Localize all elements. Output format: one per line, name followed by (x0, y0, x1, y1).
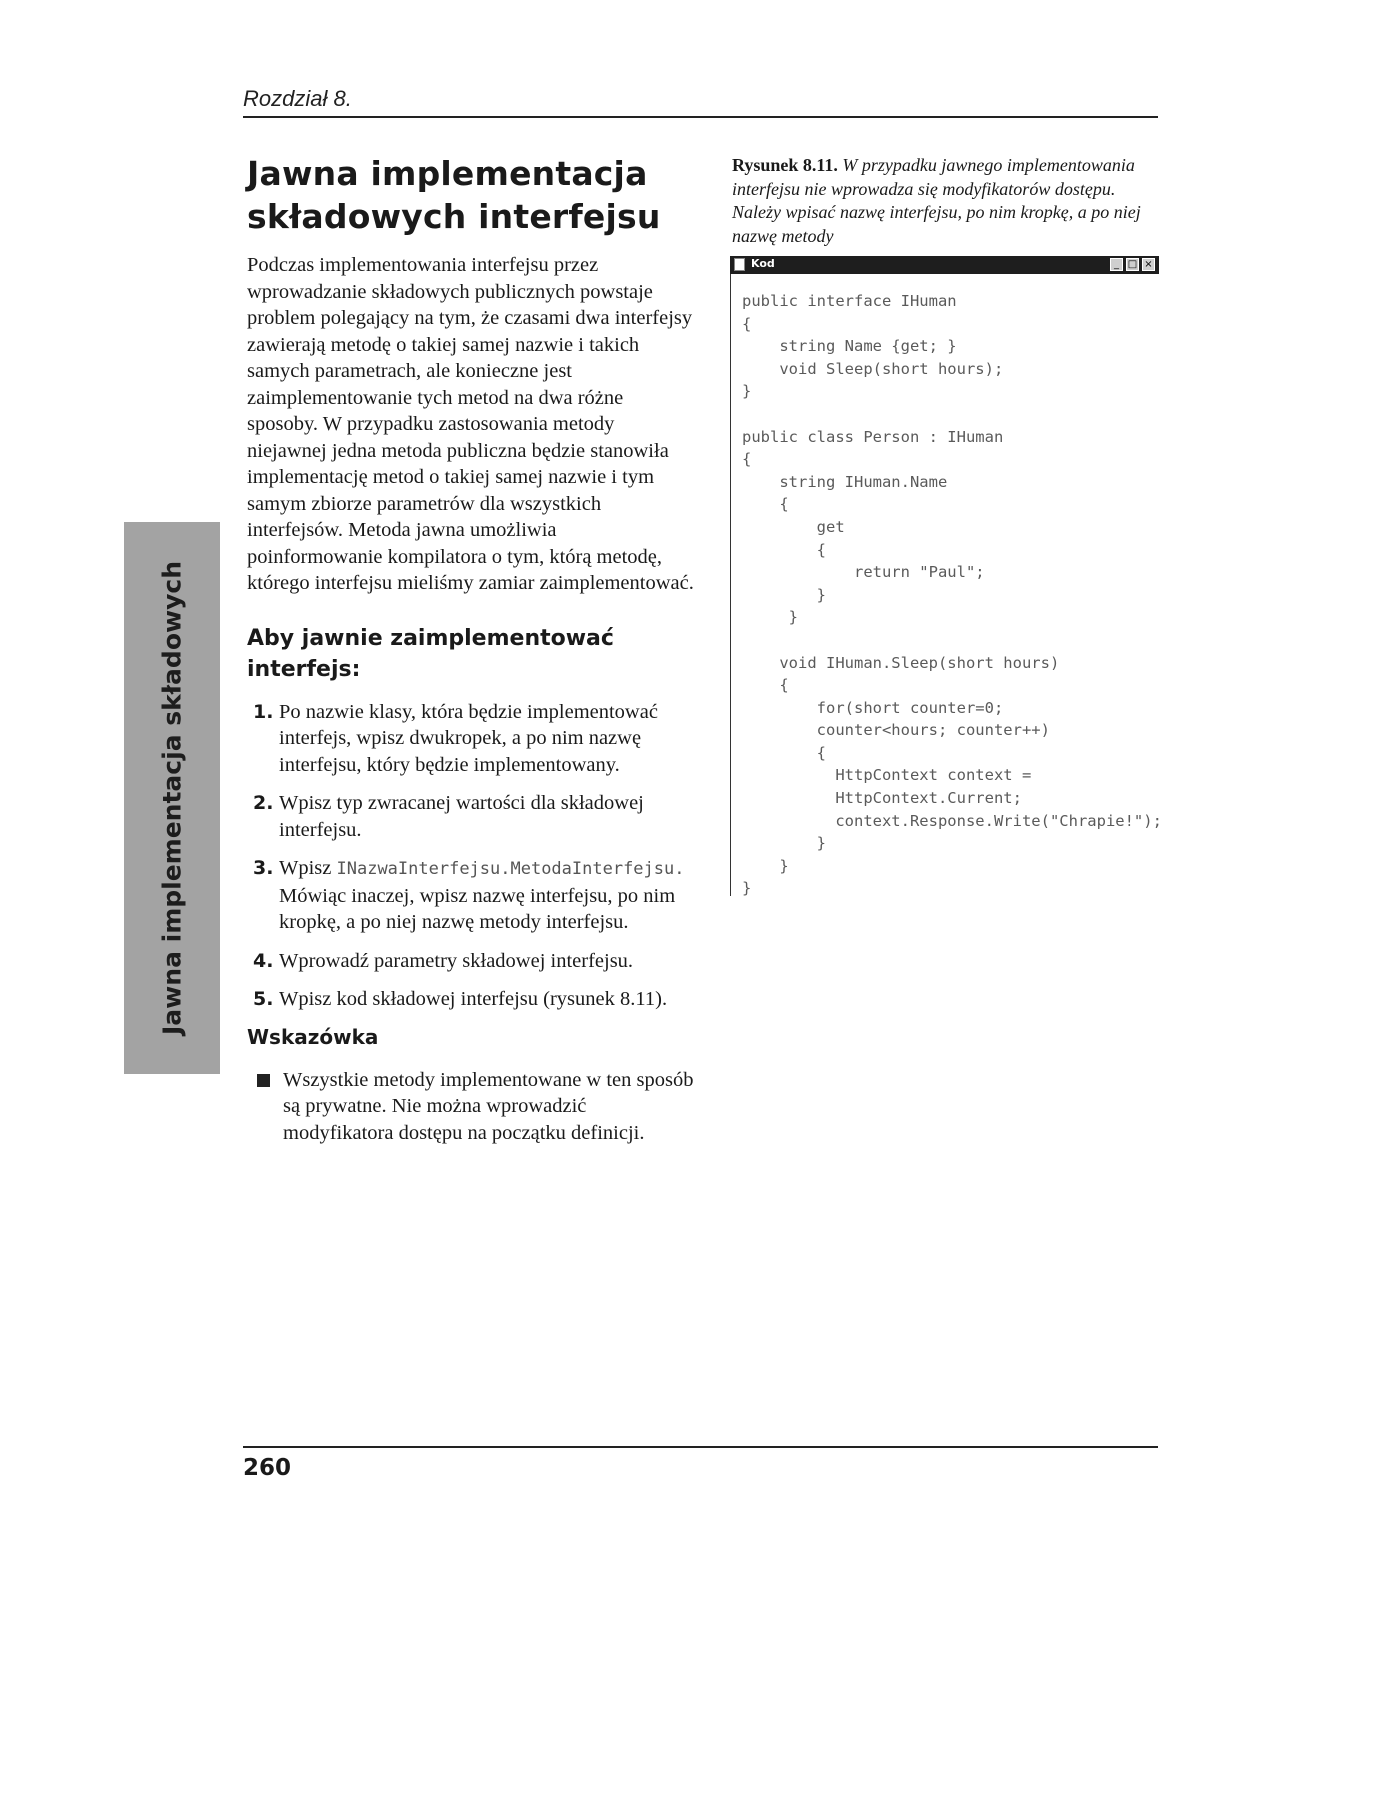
square-bullet-icon (257, 1074, 270, 1087)
window-border (730, 274, 731, 896)
step-number: 1. (253, 700, 274, 723)
procedure-heading-line-1: Aby jawnie zaimplementować (247, 625, 614, 651)
section-title (247, 152, 697, 238)
page-number: 260 (243, 1455, 292, 1481)
footer-rule (243, 1446, 1158, 1448)
minimize-button[interactable]: _ (1110, 258, 1123, 271)
step-number: 5. (253, 988, 274, 1010)
figure-caption-text: W przypadku jawnego implementowania interfejsu nie wprowadza się modyfikatorów dostępu. Należy wpisać nazwę interfejsu, po nim kropkę, a po niej nazwę metody (732, 155, 1141, 246)
step-text: Wpisz typ zwracanej wartości dla składowej interfejsu. (279, 792, 644, 841)
tip-heading: Wskazówka (247, 1024, 379, 1049)
figure-label: Rysunek 8.11. (732, 155, 838, 175)
section-title-line-2: składowych interfejsu (247, 197, 661, 236)
step-text (279, 855, 697, 936)
step-text: Po nazwie klasy, która będzie implementować interfejs, wpisz dwukropek, a po nim nazwę interfejsu, który będzie implementowany. (279, 700, 658, 776)
maximize-button[interactable]: □ (1127, 259, 1138, 270)
intro-paragraph: Podczas implementowania interfejsu przez wprowadzanie składowych publicznych powstaje problem polegający na tym, że czasami dwa interfejsy zawierają metodę o takiej samej nazwie i takich samych parametrach, ale konieczne jest zaimplementowanie tych metod na dwa różne sposoby. W przypadku zastosowania metody niejawnej jedna metoda publiczna będzie stanowiła implementację metod o takiej samej nazwie i tym samym zbiorze parametrów dla wszystkich interfejsów. Metoda jawna umożliwia poinformowanie kompilatora o tym, którą metodę, którego interfejsu mieliśmy zamiar zaimplementować. (247, 254, 694, 594)
inline-code: INazwaInterfejsu.MetodaInterfejsu. (336, 859, 685, 879)
step-number: 3. (253, 857, 274, 879)
step-number: 2. (253, 792, 274, 814)
step-text-rest: Mówiąc inaczej, wpisz nazwę interfejsu, po nim kropkę, a po niej nazwę metody interfejsu. (279, 884, 676, 933)
section-title-line-1: Jawna implementacja (247, 154, 648, 193)
step-item (247, 855, 697, 936)
main-column (247, 152, 697, 1146)
close-button[interactable]: × (1142, 258, 1155, 271)
step-item (247, 986, 697, 1013)
step-number: 4. (253, 949, 274, 972)
step-text: Wpisz kod składowej interfejsu (rysunek 8.11). (279, 988, 668, 1010)
header-rule (243, 116, 1158, 118)
code-listing: public interface IHuman { string Name {get; } void Sleep(short hours); } public class Person : IHuman { string IHuman.Name { get { return "Paul"; } } void IHuman.Sleep(short hours) { for(short counter=0; counter<hours; counter++) { HttpContext context = HttpContext.Current; context.Response.Write("Chrapie!"); } } } (742, 292, 1162, 898)
window-title: Kod (751, 257, 775, 270)
steps-list (247, 699, 697, 1013)
notepad-icon (734, 258, 745, 271)
step-text-intro: Wpisz (279, 857, 337, 879)
figure-caption (732, 154, 1162, 248)
step-item (247, 699, 697, 779)
code-window (730, 256, 1162, 898)
step-item (247, 948, 697, 975)
chapter-header: Rozdział 8. (243, 86, 352, 111)
procedure-heading-line-2: interfejs: (247, 656, 361, 682)
step-item (247, 790, 697, 843)
side-tab-label: Jawna implementacja składowych (157, 561, 187, 1035)
step-text: Wprowadź parametry składowej interfejsu. (279, 949, 634, 972)
tip-text: Wszystkie metody implementowane w ten sposób są prywatne. Nie można wprowadzić modyfikatora dostępu na początku definicji. (283, 1068, 694, 1144)
tip-item (247, 1067, 697, 1147)
procedure-heading (247, 623, 697, 685)
window-titlebar (730, 256, 1159, 274)
side-tab (124, 522, 220, 1074)
